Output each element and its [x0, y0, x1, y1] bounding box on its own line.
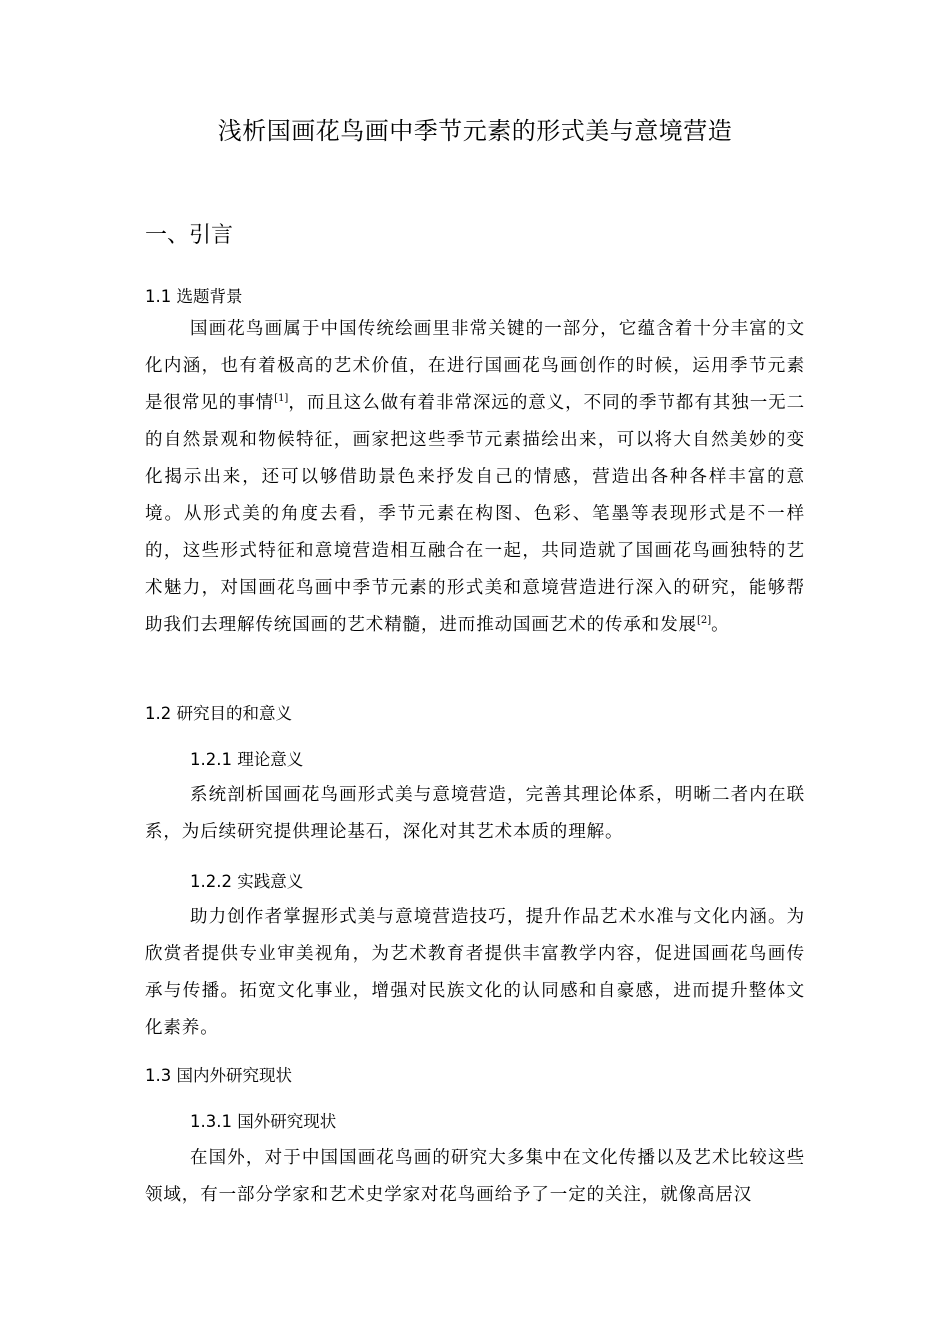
paragraph-theoretical-significance: 系统剖析国画花鸟画形式美与意境营造，完善其理论体系，明晰二者内在联系，为后续研究提供理论基石，深化对其艺术本质的理解。 [145, 785, 805, 842]
subsection-heading-1-2-1: 1.2.1 理论意义 [190, 750, 304, 769]
subsection-heading-1-2-2: 1.2.2 实践意义 [190, 872, 304, 891]
subsection-heading-1-3-1: 1.3.1 国外研究现状 [190, 1112, 337, 1131]
paragraph-text: 国画花鸟画属于中国传统绘画里非常关键的一部分，它蕴含着十分丰富的文化内涵，也有着极高的艺术价值，在进行国画花鸟画创作的时候，运用季节元素是很常见的事情 [145, 319, 805, 413]
document-title: 浅析国画花鸟画中季节元素的形式美与意境营造 [217, 117, 733, 145]
subsection-heading-1-1: 1.1 选题背景 [145, 287, 243, 306]
paragraph-text: 。 [711, 615, 730, 635]
paragraph-foreign-research: 在国外，对于中国国画花鸟画的研究大多集中在文化传播以及艺术比较这些领域，有一部分学家和艺术史学家对花鸟画给予了一定的关注，就像高居汉 [145, 1148, 805, 1205]
subsection-heading-1-2: 1.2 研究目的和意义 [145, 704, 292, 723]
subsection-heading-1-3: 1.3 国内外研究现状 [145, 1066, 292, 1085]
paragraph-background [145, 311, 805, 644]
paragraph-text: ，而且这么做有着非常深远的意义，不同的季节都有其独一无二的自然景观和物候特征，画家把这些季节元素描绘出来，可以将大自然美妙的变化揭示出来，还可以够借助景色来抒发自己的情感，营造出各种各样丰富的意境。从形式美的角度去看，季节元素在构图、色彩、笔墨等表现形式是不一样的，这些形式特征和意境营造相互融合在一起，共同造就了国画花鸟画独特的艺术魅力，对国画花鸟画中季节元素的形式美和意境营造进行深入的研究，能够帮助我们去理解传统国画的艺术精髓，进而推动国画艺术的传承和发展 [145, 393, 805, 635]
paragraph-practical-significance: 助力创作者掌握形式美与意境营造技巧，提升作品艺术水准与文化内涵。为欣赏者提供专业审美视角，为艺术教育者提供丰富教学内容，促进国画花鸟画传承与传播。拓宽文化事业，增强对民族文化的认同感和自豪感，进而提升整体文化素养。 [145, 907, 805, 1038]
citation-ref-2: [2] [697, 615, 712, 627]
citation-ref-1: [1] [274, 393, 289, 405]
section-heading-intro: 一、引言 [145, 223, 234, 248]
